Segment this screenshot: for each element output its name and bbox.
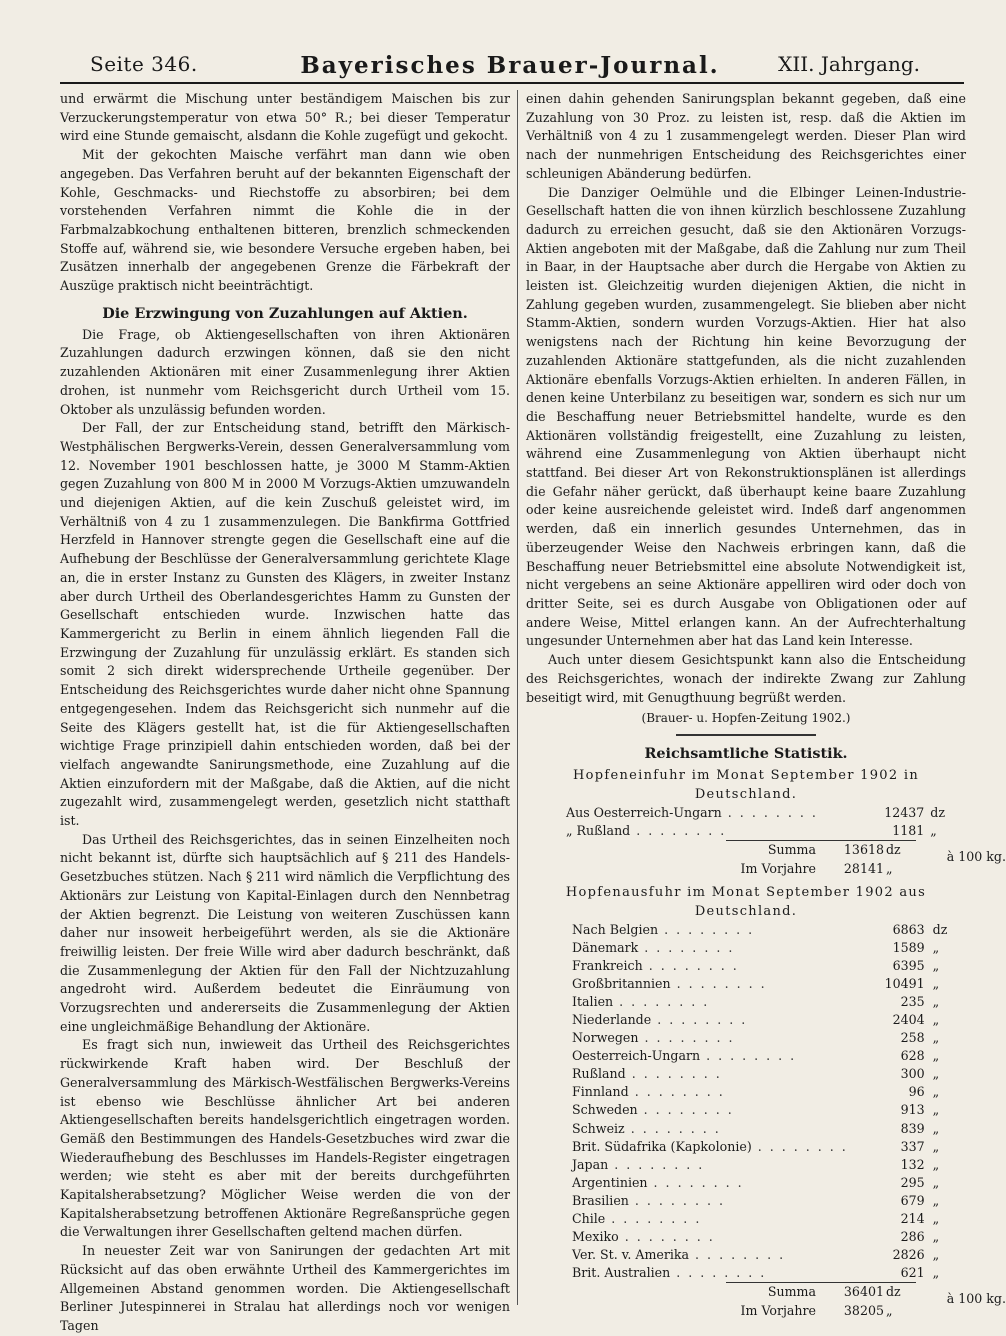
country-label xyxy=(526,1228,848,1246)
quantity-unit: „ xyxy=(932,1265,940,1281)
quantity-unit: „ xyxy=(932,1011,940,1027)
country-name: Niederlande xyxy=(572,1011,652,1027)
table-row xyxy=(526,1011,966,1029)
quantity-unit: „ xyxy=(932,993,940,1009)
table-row xyxy=(526,1210,966,1228)
country-name: Schweden xyxy=(572,1102,638,1118)
unit-note: à 100 kg. xyxy=(946,1291,1006,1307)
sum-value: 36401 xyxy=(843,1284,884,1300)
leader-dots: . . . . . . . . xyxy=(613,993,710,1009)
quantity-unit: „ xyxy=(932,1156,940,1172)
country-name: Großbritannien xyxy=(572,975,671,991)
country-name: Brasilien xyxy=(572,1192,629,1208)
quantity-unit: „ xyxy=(932,1102,940,1118)
country-name: Finnland xyxy=(572,1084,629,1100)
quantity-unit: „ xyxy=(932,1120,940,1136)
country-name: Schweiz xyxy=(572,1120,625,1136)
quantity-unit: „ xyxy=(932,939,940,955)
country-name: Japan xyxy=(572,1156,609,1172)
quantity-value: 300 xyxy=(900,1066,925,1082)
quantity-unit: „ xyxy=(932,1211,940,1226)
quantity-value: 679 xyxy=(900,1192,925,1208)
export-table xyxy=(526,921,966,1283)
table-row xyxy=(526,1047,966,1065)
country-label xyxy=(526,1246,848,1264)
leader-dots: . . . . . . . . xyxy=(638,939,735,955)
country-name: Argentinien xyxy=(572,1174,648,1190)
country-label xyxy=(526,1083,848,1101)
leader-dots: . . . . . . . . xyxy=(721,804,818,820)
quantity-value: 258 xyxy=(900,1030,925,1046)
quantity-value: 295 xyxy=(900,1174,925,1190)
import-prev-row xyxy=(726,860,966,879)
table-row xyxy=(526,822,966,840)
quantity-value: 621 xyxy=(900,1265,925,1281)
country-label xyxy=(526,822,818,840)
country-name: Aus Oesterreich-Ungarn xyxy=(566,804,722,820)
leader-dots: . . . . . . . . xyxy=(630,823,727,838)
volume-label: XII. Jahrgang. xyxy=(778,52,920,76)
quantity-unit: „ xyxy=(932,1174,940,1190)
table-row xyxy=(526,1029,966,1047)
country-label xyxy=(526,1264,848,1282)
export-totals xyxy=(726,1282,1006,1320)
export-prev-row xyxy=(726,1302,966,1321)
quantity-unit: dz xyxy=(932,921,948,937)
country-label xyxy=(526,1065,848,1083)
leader-dots: . . . . . . . . xyxy=(642,957,739,973)
leader-dots: . . . . . . . . xyxy=(628,1192,725,1208)
quantity-value: 286 xyxy=(900,1229,925,1245)
table-row xyxy=(526,939,966,957)
country-name: Ver. St. v. Amerika xyxy=(572,1247,690,1263)
quantity-value: 6395 xyxy=(892,957,925,973)
paragraph: Es fragt sich nun, inwieweit das Urtheil des Reichsgerichtes rückwirkende Kraft haben wird. Der Beschluß der Generalversammlung des Märkisch-Westfälischen Bergwerks-Vereins ist ebenso wie Beschlüsse ähnlicher Art bei anderen Aktiengesellschaften bereits handelsgerichtlich eingetragen worden. Gemäß den Bestimmungen des Handels-Gesetzbuches wird zwar die Wiederaufhebung des Beschlusses im Handels-Register eingetragen werden; wie steht es aber mit der bereits durchgeführten Kapitalsherabsetzung? Möglicher Weise werden die von der Kapitalsherabsetzung betroffenen Aktionäre Regreßansprüche gegen die Verwaltungen ihrer Gesellschaften geltend machen dürfen. xyxy=(60,1037,510,1240)
quantity-value: 235 xyxy=(900,993,925,1009)
quantity-unit: dz xyxy=(930,804,945,820)
table-row xyxy=(526,957,966,975)
table-row xyxy=(526,1192,966,1210)
country-label xyxy=(526,1011,848,1029)
quantity-unit: „ xyxy=(932,1138,940,1154)
leader-dots: . . . . . . . . xyxy=(647,1174,744,1190)
country-label xyxy=(526,1138,848,1156)
quantity-value: 2826 xyxy=(892,1247,925,1263)
export-sum-row xyxy=(726,1283,966,1302)
article-heading: Die Erzwingung von Zuzahlungen auf Aktien. xyxy=(102,304,468,322)
page-number: Seite 346. xyxy=(90,52,198,76)
country-label xyxy=(526,1120,848,1138)
leader-dots: . . . . . . . . xyxy=(638,1030,735,1046)
leader-dots: . . . . . . . . xyxy=(608,1156,705,1172)
prev-value: 38205 xyxy=(843,1303,884,1319)
leader-dots: . . . . . . . . xyxy=(637,1102,734,1118)
sum-label: Summa xyxy=(767,1284,816,1300)
quantity-value: 96 xyxy=(908,1084,925,1100)
country-name: „ Rußland xyxy=(566,823,631,838)
quantity-value: 12437 xyxy=(884,804,925,820)
leader-dots: . . . . . . . . xyxy=(605,1211,702,1226)
quantity-value: 132 xyxy=(900,1156,925,1172)
quantity-value: 628 xyxy=(900,1048,925,1064)
country-label xyxy=(526,939,848,957)
table-row xyxy=(526,1156,966,1174)
prev-label: Im Vorjahre xyxy=(740,860,816,876)
quantity-value: 337 xyxy=(900,1138,925,1154)
quantity-unit: „ xyxy=(932,975,940,991)
left-column xyxy=(60,90,510,1336)
statistics-heading: Reichsamtliche Statistik. xyxy=(644,744,848,762)
country-label xyxy=(526,1192,848,1210)
leader-dots: . . . . . . . . xyxy=(689,1247,786,1263)
source-citation: (Brauer- u. Hopfen-Zeitung 1902.) xyxy=(641,711,851,726)
country-name: Dänemark xyxy=(572,939,639,955)
paragraph: Die Frage, ob Aktiengesellschaften von ihren Aktionären Zuzahlungen dadurch erzwingen können, daß sie den nicht zuzahlenden Aktionären mit einer Zusammenlegung ihrer Aktien drohen, ist nunmehr vom Reichsgericht durch Urtheil vom 15. Oktober als unzulässig befunden worden. xyxy=(60,326,510,417)
country-label xyxy=(526,1029,848,1047)
quantity-value: 214 xyxy=(900,1211,925,1226)
prev-unit: „ xyxy=(886,860,893,876)
country-name: Brit. Australien xyxy=(572,1265,671,1281)
quantity-unit: „ xyxy=(932,1066,940,1082)
country-name: Rußland xyxy=(572,1066,626,1082)
country-label xyxy=(526,975,848,993)
paragraph: Das Urtheil des Reichsgerichtes, das in seinen Einzelheiten noch nicht bekannt ist, dürfte sich hauptsächlich auf § 211 des Handels-Gesetzbuches stützen. Nach § 211 wird nämlich die Verpflichtung des Aktionärs zur Leistung von Kapital-Einlagen durch den Nennbetrag der Aktien begrenzt. Die Leistung von weiteren Zuschüssen kann daher nur insoweit herbeigeführt werden, als sie die Aktionäre freiwillig leisten. Der freie Wille wird aber dadurch beschränkt, daß die Zusammenlegung der Aktien für den Fall der Nichtzuzahlung angedroht wird. Außerdem bedeutet die Einräumung von Vorzugsrechten und andererseits die Zusammenlegung der Aktien eine ungleichmäßige Behandlung der Aktionäre. xyxy=(60,831,510,1034)
table-row xyxy=(526,1138,966,1156)
table-row xyxy=(526,1264,966,1282)
country-name: Frankreich xyxy=(572,957,643,973)
sum-label: Summa xyxy=(767,842,816,858)
paragraph: Mit der gekochten Maische verfährt man dann wie oben angegeben. Das Verfahren beruht auf der bekannten Eigenschaft der Kohle, Geschmacks- und Riechstoffe zu absorbiren; bei dem vorstehenden Verfahren nimmt die Kohle die in der Farbmalzabkochung enthaltenen bitteren, brenzlich schmeckenden Stoffe auf, während sie, wie besondere Versuche ergeben haben, bei Zusätzen innerhalb der angegebenen Grenze die Färbekraft der Auszüge praktisch nicht beeinträchtigt. xyxy=(60,147,510,294)
import-totals xyxy=(726,840,1006,878)
leader-dots: . . . . . . . . xyxy=(625,1066,722,1082)
sum-unit: dz xyxy=(886,1284,901,1300)
table-row xyxy=(526,1228,966,1246)
header-rule xyxy=(60,82,964,84)
paragraph: und erwärmt die Mischung unter beständigem Maischen bis zur Verzuckerungstemperatur von etwa 50° R.; bei dieser Temperatur wird eine Stunde gemaischt, alsdann die Kohle zugefügt und gekocht. xyxy=(60,91,510,144)
country-label xyxy=(526,1047,848,1065)
page-header xyxy=(60,52,960,82)
table-row xyxy=(526,1083,966,1101)
quantity-unit: „ xyxy=(932,1192,940,1208)
leader-dots: . . . . . . . . xyxy=(628,1084,725,1100)
table-row xyxy=(526,1065,966,1083)
quantity-value: 1589 xyxy=(892,939,925,955)
prev-label: Im Vorjahre xyxy=(740,1303,816,1319)
leader-dots: . . . . . . . . xyxy=(624,1120,721,1136)
section-separator xyxy=(676,734,816,736)
quantity-value: 10491 xyxy=(884,975,925,991)
quantity-value: 1181 xyxy=(892,823,925,838)
quantity-unit: „ xyxy=(930,823,937,838)
leader-dots: . . . . . . . . xyxy=(670,975,767,991)
leader-dots: . . . . . . . . xyxy=(700,1048,797,1064)
leader-dots: . . . . . . . . xyxy=(651,1011,748,1027)
country-name: Chile xyxy=(572,1211,606,1226)
sum-unit: dz xyxy=(886,842,901,858)
paragraph: In neuester Zeit war von Sanirungen der gedachten Art mit Rücksicht auf das oben erwähnte Urtheil des Kammergerichtes im Allgemeinen Abstand genommen worden. Die Aktiengesellschaft Berliner Jutespinnerei in Stralau hat allerdings noch vor wenigen Tagen xyxy=(60,1243,510,1333)
table-row xyxy=(526,921,966,939)
table-row xyxy=(526,1246,966,1264)
quantity-value: 839 xyxy=(900,1120,925,1136)
country-name: Norwegen xyxy=(572,1030,639,1046)
country-label xyxy=(526,1156,848,1174)
country-label xyxy=(526,1101,848,1119)
export-title: Hopfenausfuhr im Monat September 1902 aus Deutschland. xyxy=(565,884,927,919)
quantity-unit: „ xyxy=(932,1247,940,1263)
table-row xyxy=(526,804,966,822)
country-name: Oesterreich-Ungarn xyxy=(572,1048,701,1064)
table-row xyxy=(526,1120,966,1138)
import-title: Hopfeneinfuhr im Monat September 1902 in Deutschland. xyxy=(573,767,919,802)
prev-unit: „ xyxy=(886,1303,893,1319)
country-label xyxy=(526,993,848,1011)
import-table xyxy=(526,804,966,840)
country-name: Mexiko xyxy=(572,1229,619,1245)
right-column xyxy=(526,90,1006,1321)
table-row xyxy=(526,993,966,1011)
unit-note: à 100 kg. xyxy=(946,849,1006,865)
table-row xyxy=(526,1101,966,1119)
paragraph: Der Fall, der zur Entscheidung stand, betrifft den Märkisch-Westphälischen Bergwerks-Verein, dessen Generalversammlung vom 12. November 1901 beschlossen hatte, je 3000 M Stamm-Aktien gegen Zuzahlung von 800 M in 2000 M Vorzugs-Aktien umzuwandeln und diejenigen Aktien, auf die kein Zuschuß geleistet wird, im Verhältniß von 4 zu 1 zusammenzulegen. Die Bankfirma Gottfried Herzfeld in Hannover strengte gegen die Gesellschaft eine auf die Aufhebung der Beschlüsse der Generalversammlung gerichtete Klage an, die in erster Instanz zu Gunsten des Klägers, in zweiter Instanz aber durch Urtheil des Oberlandesgerichtes Hamm zu Gunsten der Gesellschaft entschieden wurde. Inzwischen hatte das Kammergericht zu Berlin in einem ähnlich liegenden Fall die Erzwingung der Zuzahlung für unzulässig erklärt. Es standen sich somit 2 sich direkt widersprechende Urtheile gegenüber. Der Entscheidung des Reichsgerichtes wurde daher nicht ohne Spannung entgegengesehen. Indem das Reichsgericht sich nunmehr auf die Seite des Klägers gestellt hat, ist die für Aktiengesellschaften wichtige Frage prinzipiell dahin entschieden worden, daß bei der vielfach angewandte Sanirungsmethode, eine Zuzahlung auf die Aktien einzufordern mit der Maßgabe, daß die Aktien, auf die nicht zugezahlt wird, zusammengelegt werden, gesetzlich nicht statthaft ist. xyxy=(60,420,510,829)
quantity-value: 6863 xyxy=(892,921,925,937)
country-label xyxy=(526,921,848,939)
leader-dots: . . . . . . . . xyxy=(658,921,755,937)
paragraph: einen dahin gehenden Sanirungsplan bekannt gegeben, daß eine Zuzahlung von 30 Proz. zu leisten ist, resp. daß die Aktien im Verhältniß von 4 zu 1 zusammengelegt werden. Dieser Plan wird nach der nunmehrigen Entscheidung des Reichsgerichtes einer schleunigen Abänderung bedürfen. xyxy=(526,91,966,181)
country-name: Italien xyxy=(572,993,614,1009)
country-name: Brit. Südafrika (Kapkolonie) xyxy=(572,1138,752,1154)
country-label xyxy=(526,1210,848,1228)
leader-dots: . . . . . . . . xyxy=(618,1229,715,1245)
table-row xyxy=(526,975,966,993)
paragraph: Die Danziger Oelmühle und die Elbinger Leinen-Industrie-Gesellschaft hatten die von ihnen kürzlich beschlossene Zuzahlung dadurch zu erreichen gesucht, daß sie den Aktionären Vorzugs-Aktien angeboten mit der Maßgabe, daß die Zahlung nur zum Theil in Baar, in der Hauptsache aber durch die Hergabe von Aktien zu leisten ist. Gleichzeitig wurden diejenigen Aktien, die nicht in Zahlung gegeben wurden, zusammengelegt. Sie blieben aber nicht Stamm-Aktien, sondern wurden Vorzugs-Aktien. Hier hat also wenigstens nach der Richtung hin keine Bevorzugung der zuzahlenden Aktionäre stattgefunden, als die nicht zuzahlenden Aktionäre ebenfalls Vorzugs-Aktien erhielten. In anderen Fällen, in denen keine Unterbilanz zu beseitigen war, sondern es sich nur um die Beschaffung neuer Betriebsmittel handelte, wurde es den Aktionären vollständig freigestellt, eine Zuzahlung zu leisten, während eine Zusammenlegung von Aktien überhaupt nicht stattfand. Bei dieser Art von Rekonstruktionsplänen ist allerdings die Gefahr näher gerückt, daß überhaupt keine baare Zuzahlung oder keine ausreichende geleistet wird. Indeß darf angenommen werden, daß ein innerlich gesundes Unternehmen, das in überzeugender Weise den Nachweis erbringen kann, daß die Beschaffung neuer Betriebsmittel eine absolute Notwendigkeit ist, nicht vergebens an seine Aktionäre appelliren wird oder doch von dritter Seite, sei es durch Ausgabe von Obligationen oder auf andere Weise, Mittel erlangen kann. An der Aufrechterhaltung ungesunder Unternehmen aber hat das Land kein Interesse. xyxy=(526,184,966,649)
paragraph: Auch unter diesem Gesichtspunkt kann also die Entscheidung des Reichsgerichtes, wonach der indirekte Zwang zur Zahlung beseitigt wird, mit Genugthuung begrüßt werden. xyxy=(526,652,966,705)
import-sum-row xyxy=(726,841,966,860)
country-name: Nach Belgien xyxy=(572,921,659,937)
country-label xyxy=(526,957,848,975)
quantity-value: 2404 xyxy=(892,1011,925,1027)
quantity-unit: „ xyxy=(932,1229,940,1245)
quantity-unit: „ xyxy=(932,957,940,973)
quantity-unit: „ xyxy=(932,1048,940,1064)
quantity-unit: „ xyxy=(932,1084,940,1100)
country-label xyxy=(526,804,818,822)
country-label xyxy=(526,1174,848,1192)
journal-title: Bayerisches Brauer-Journal. xyxy=(300,52,720,79)
sum-value: 13618 xyxy=(843,842,884,858)
column-divider xyxy=(517,90,518,1305)
leader-dots: . . . . . . . . xyxy=(751,1138,848,1154)
quantity-unit: „ xyxy=(932,1030,940,1046)
prev-value: 28141 xyxy=(843,860,884,876)
leader-dots: . . . . . . . . xyxy=(670,1265,767,1281)
quantity-value: 913 xyxy=(900,1102,925,1118)
table-row xyxy=(526,1174,966,1192)
